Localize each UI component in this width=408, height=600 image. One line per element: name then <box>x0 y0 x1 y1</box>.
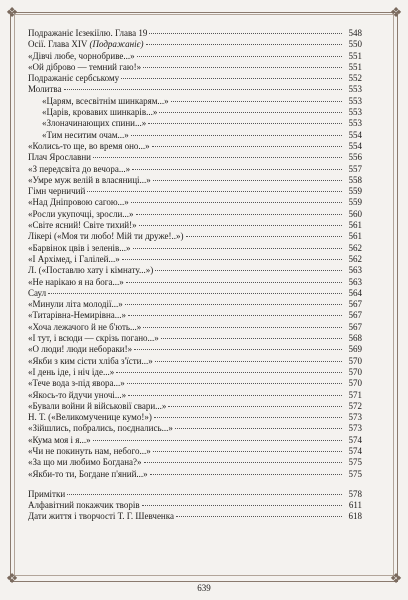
toc-entry-page: 551 <box>348 50 362 61</box>
toc-entry-title: «Зійшлись, побрались, поєднались...» <box>28 423 173 434</box>
toc-entry <box>28 209 362 220</box>
toc-entry-page: 563 <box>348 265 362 276</box>
toc-entry-page: 574 <box>348 434 362 445</box>
dot-leader <box>64 89 342 90</box>
toc-entry <box>28 118 362 129</box>
toc-entry-page: 554 <box>348 129 362 140</box>
toc-entry <box>28 84 362 95</box>
toc-entry <box>28 378 362 389</box>
toc-entry-page: 573 <box>348 412 362 423</box>
toc-entry-title: «Не нарікаю я на бога...» <box>28 276 124 287</box>
dot-leader <box>150 474 342 475</box>
toc-entry-title: Примітки <box>28 488 66 499</box>
toc-entry-page: 553 <box>348 95 362 106</box>
toc-entry-page: 568 <box>348 333 362 344</box>
toc-entry <box>28 96 362 107</box>
toc-entry <box>28 288 362 299</box>
toc-entry-page: 570 <box>348 355 362 366</box>
toc-entry-title: «Тим неситим очам...» <box>42 129 129 140</box>
toc-entry <box>28 310 362 321</box>
dot-leader <box>186 236 342 237</box>
toc-entry-title: «Світе ясний! Світе тихий!» <box>28 220 137 231</box>
toc-entry-title: «Титарівна-Немирівна...» <box>28 310 127 321</box>
toc-entry-page: 570 <box>348 366 362 377</box>
toc-entry <box>28 356 362 367</box>
toc-entry-title: «Кума моя і я...» <box>28 434 91 445</box>
dot-leader <box>136 214 342 215</box>
toc-entry-title: «Якось-то йдучи уночі...» <box>28 389 127 400</box>
toc-entry-title: «Колись-то ще, во время оно...» <box>28 140 150 151</box>
toc-entry-title: «Якби з ким сісти хліба з'їсти...» <box>28 355 153 366</box>
dot-leader <box>48 293 342 294</box>
toc-entry <box>28 51 362 62</box>
toc-entry <box>28 469 362 480</box>
toc-entry <box>28 423 362 434</box>
toc-entry-title: «Барвінок цвів і зеленів...» <box>28 242 131 253</box>
toc-entry-title: Подражаніє сербському <box>28 73 120 84</box>
toc-entry-page: 556 <box>348 152 362 163</box>
dot-leader <box>155 270 342 271</box>
toc-entry-page: 561 <box>348 231 362 242</box>
toc-entry-page: 573 <box>348 423 362 434</box>
toc-entry <box>28 412 362 423</box>
toc-entry-page: 554 <box>348 140 362 151</box>
toc-entry-title: «Злоначинающих спини...» <box>42 118 147 129</box>
toc-entry-page: 553 <box>348 84 362 95</box>
toc-main-list <box>28 28 362 480</box>
toc-entry <box>28 367 362 378</box>
toc-entry <box>28 511 362 522</box>
toc-entry <box>28 197 362 208</box>
dot-leader <box>148 123 342 124</box>
toc-entry <box>28 141 362 152</box>
dot-leader <box>149 33 342 34</box>
toc-entry <box>28 401 362 412</box>
toc-entry-title: Молитва <box>28 84 62 95</box>
dot-leader <box>168 406 342 407</box>
toc-entry-page: 558 <box>348 174 362 185</box>
toc-entry-page: 553 <box>348 107 362 118</box>
toc-entry-page: 569 <box>348 344 362 355</box>
toc-entry <box>28 164 362 175</box>
toc-entry-note: (Подражаніє) <box>89 39 144 50</box>
toc-entry <box>28 130 362 141</box>
toc-entry-title: «Царів, кровавих шинкарів...» <box>42 107 158 118</box>
toc-entry-page: 567 <box>348 321 362 332</box>
toc-entry <box>28 231 362 242</box>
dot-leader <box>175 428 342 429</box>
dot-leader <box>159 112 342 113</box>
toc-entry-title: Н. Т. («Великомученице кумо!») <box>28 412 152 423</box>
toc-entry-page: 559 <box>348 197 362 208</box>
toc-entry <box>28 390 362 401</box>
toc-entry <box>28 344 362 355</box>
toc-entry <box>28 186 362 197</box>
dot-leader <box>131 135 342 136</box>
toc-entry-title: Гімн черничий <box>28 186 86 197</box>
dot-leader <box>143 67 342 68</box>
toc-entry <box>28 175 362 186</box>
toc-entry-page: 562 <box>348 253 362 264</box>
dot-leader <box>87 191 342 192</box>
dot-leader <box>131 202 342 203</box>
dot-leader <box>133 248 342 249</box>
dot-leader <box>176 516 342 517</box>
dot-leader <box>153 451 342 452</box>
dot-leader <box>122 259 342 260</box>
toc-entry-page: 557 <box>348 163 362 174</box>
toc-entry-page: 578 <box>348 488 362 499</box>
dot-leader <box>127 383 342 384</box>
table-of-contents <box>28 28 362 523</box>
toc-entry-page: 553 <box>348 118 362 129</box>
toc-entry <box>28 457 362 468</box>
toc-entry-title: «О люди! люди небораки!» <box>28 344 133 355</box>
toc-entry <box>28 500 362 511</box>
toc-entry-title: Саул <box>28 287 47 298</box>
dot-leader <box>125 304 342 305</box>
section-gap <box>28 480 362 489</box>
toc-entry-page: 564 <box>348 287 362 298</box>
dot-leader <box>155 361 342 362</box>
dot-leader <box>144 462 342 463</box>
toc-entry-page: 574 <box>348 445 362 456</box>
toc-entry-title: «Над Дніпровою сагою...» <box>28 197 129 208</box>
corner-ornament-icon: ❖ <box>5 572 19 587</box>
toc-entry-page: 550 <box>348 39 362 50</box>
toc-entry-page: 571 <box>348 389 362 400</box>
toc-entry-title: Плач Ярославни <box>28 152 91 163</box>
toc-entry <box>28 277 362 288</box>
toc-entry-page: 567 <box>348 299 362 310</box>
toc-entry-page: 551 <box>348 61 362 72</box>
toc-entry-title: Л. («Поставлю хату і кімнату...») <box>28 265 154 276</box>
toc-entry-page: 567 <box>348 310 362 321</box>
toc-entry <box>28 322 362 333</box>
toc-entry <box>28 62 362 73</box>
toc-entry <box>28 73 362 84</box>
toc-entry-page: 560 <box>348 208 362 219</box>
dot-leader <box>67 494 342 495</box>
toc-entry-title: «Тече вода з-під явора...» <box>28 378 125 389</box>
toc-entry-page: 618 <box>348 511 362 522</box>
toc-entry-title: «Хоча лежачого й не б'ють...» <box>28 321 142 332</box>
toc-entry-title: «Дівчі любе, чорнобриве...» <box>28 50 135 61</box>
page-number: 639 <box>197 583 211 593</box>
toc-entry <box>28 435 362 446</box>
toc-entry-title: «Царям, всесвітнім шинкарям...» <box>42 95 169 106</box>
toc-appendix-list <box>28 489 362 523</box>
dot-leader <box>171 101 342 102</box>
toc-entry-page: 570 <box>348 378 362 389</box>
toc-entry-page: 548 <box>348 28 362 38</box>
toc-entry-title: «Бували войни й військовії свари...» <box>28 400 167 411</box>
toc-entry <box>28 243 362 254</box>
toc-entry <box>28 265 362 276</box>
toc-entry-title: Подражаніє Ієзекіїлю. Глава 19 <box>28 28 148 38</box>
toc-entry <box>28 28 362 39</box>
toc-entry-page: 559 <box>348 186 362 197</box>
toc-entry <box>28 107 362 118</box>
toc-entry <box>28 333 362 344</box>
toc-entry <box>28 446 362 457</box>
dot-leader <box>161 338 342 339</box>
toc-entry-title: «І Архімед, і Галілей...» <box>28 253 120 264</box>
corner-ornament-icon: ❖ <box>389 572 403 587</box>
dot-leader <box>93 440 342 441</box>
dot-leader <box>142 505 342 506</box>
toc-entry-title: «Умре муж велій в власяниці...» <box>28 174 151 185</box>
dot-leader <box>137 56 342 57</box>
dot-leader <box>134 349 342 350</box>
dot-leader <box>153 180 342 181</box>
toc-entry-title: «З передсвіта до вечора...» <box>28 163 131 174</box>
dot-leader <box>152 146 342 147</box>
dot-leader <box>146 44 342 45</box>
toc-entry-page: 572 <box>348 400 362 411</box>
toc-entry <box>28 39 362 50</box>
toc-entry-page: 611 <box>348 500 362 511</box>
toc-entry-title: «І тут, і всюди — скрізь погано...» <box>28 333 159 344</box>
toc-entry-title: «І день іде, і ніч іде...» <box>28 366 115 377</box>
toc-entry <box>28 489 362 500</box>
toc-entry-title: «За що ми любимо Богдана?» <box>28 457 142 468</box>
toc-entry-page: 575 <box>348 457 362 468</box>
dot-leader <box>132 169 342 170</box>
toc-entry-title: Алфавітний покажчик творів <box>28 500 140 511</box>
dot-leader <box>143 327 342 328</box>
toc-entry-title: Лікері («Моя ти любо! Мій ти друже!..») <box>28 231 184 242</box>
dot-leader <box>139 225 342 226</box>
corner-ornament-icon: ❖ <box>389 6 403 21</box>
dot-leader <box>128 395 342 396</box>
dot-leader <box>121 78 342 79</box>
toc-entry-page: 561 <box>348 220 362 231</box>
dot-leader <box>128 315 342 316</box>
dot-leader <box>126 282 342 283</box>
toc-entry-title: «Минули літа молодії...» <box>28 299 123 310</box>
toc-entry <box>28 299 362 310</box>
toc-entry <box>28 220 362 231</box>
toc-entry-page: 563 <box>348 276 362 287</box>
toc-entry-page: 562 <box>348 242 362 253</box>
toc-entry-title: Осії. Глава XIV (Подражаніє) <box>28 39 144 50</box>
toc-entry-title: «Чи не покинуть нам, небого...» <box>28 445 151 456</box>
dot-leader <box>93 157 342 158</box>
dot-leader <box>116 372 342 373</box>
corner-ornament-icon: ❖ <box>5 6 19 21</box>
dot-leader <box>154 417 342 418</box>
toc-entry-page: 552 <box>348 73 362 84</box>
toc-entry-page: 575 <box>348 468 362 479</box>
toc-entry-title: «Росли укупочці, зросли...» <box>28 208 134 219</box>
toc-entry-title: «Ой діброво — темний гаю!» <box>28 61 142 72</box>
toc-entry-title: «Якби-то ти, Богдане п'яний...» <box>28 468 148 479</box>
toc-entry-title: Дати життя і творчості Т. Г. Шевченка <box>28 511 174 522</box>
toc-entry <box>28 254 362 265</box>
toc-entry <box>28 152 362 163</box>
